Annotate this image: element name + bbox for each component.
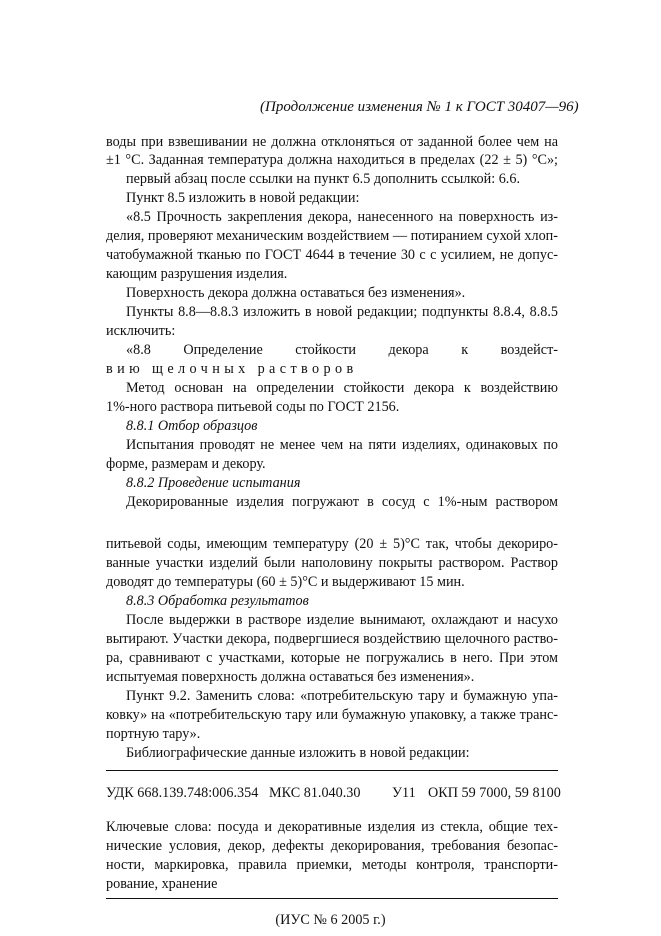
body-line: «8.5 Прочность закрепления декора, нанесенного на поверхность из- [126,209,558,225]
body-line: Пункты 8.8—8.8.3 изложить в новой редакции; подпункты 8.8.4, 8.8.5 [126,304,558,320]
divider-bottom [106,898,558,899]
body-line: вытирают. Участки декора, подвергшиеся воздействию щелочного раство- [106,631,558,647]
subsection-heading: 8.8.3 Обработка результатов [126,593,309,609]
body-line: После выдержки в растворе изделие вынимают, охлаждают и насухо [126,612,558,628]
body-line: форме, размерам и декору. [106,456,266,472]
page-header: (Продолжение изменения № 1 к ГОСТ 30407—96) [260,99,579,115]
page-footer: (ИУС № 6 2005 г.) [275,912,386,928]
body-line: Поверхность декора должна оставаться без изменения». [126,285,466,301]
body-line: исключить: [106,323,176,339]
divider-top [106,770,558,771]
section-heading-line: «8.8 Определение стойкости декора к воздейст- [126,342,558,358]
keywords-line: нические условия, декор, дефекты декорирования, требования безопас- [106,838,558,854]
mks-code: МКС 81.040.30 [269,785,361,801]
udk-row [106,785,561,805]
body-line: Испытания проводят не менее чем на пяти изделиях, одинаковых по [126,437,558,453]
body-line: кающим разрушения изделия. [106,266,288,282]
subsection-heading: 8.8.2 Проведение испытания [126,475,301,491]
body-line: ±1 °С. Заданная температура должна находиться в пределах (22 ± 5) °С»; [106,152,558,168]
body-line: воды при взвешивании не должна отклоняться от заданной более чем на [106,134,558,150]
udk-code: УДК 668.139.748:006.354 [106,785,259,801]
body-line: портную тару». [106,726,201,742]
body-line: первый абзац после ссылки на пункт 6.5 дополнить ссылкой: 6.6. [126,171,520,187]
body-line: ванные участки изделий были наполовину покрыты раствором. Раствор [106,555,558,571]
keywords-line: ности, маркировка, правила приемки, методы контроля, транспорти- [106,857,558,873]
body-line: 1%-ного раствора питьевой соды по ГОСТ 2156. [106,399,400,415]
okp-code: ОКП 59 7000, 59 8100 [428,785,561,801]
body-line: Пункт 8.5 изложить в новой редакции: [126,190,360,206]
body-line: ра, сравнивают с участками, которые не погружались в него. При этом [106,650,558,666]
subsection-heading: 8.8.1 Отбор образцов [126,418,258,434]
body-line: испытуемая поверхность должна оставаться без изменения». [106,669,475,685]
body-line: делия, проверяют механическим воздействием — потиранием сухой хлоп- [106,228,558,244]
keywords-line: Ключевые слова: посуда и декоративные изделия из стекла, общие тех- [106,819,558,835]
body-line: Пункт 9.2. Заменить слова: «потребительскую тару и бумажную упа- [126,688,558,704]
body-line: питьевой соды, имеющим температуру (20 ± 5)°С так, чтобы декориро- [106,536,558,552]
section-heading-line: вию щелочных растворов [106,361,358,377]
u-code: У11 [392,785,416,801]
body-line: чатобумажной тканью по ГОСТ 4644 в течение 30 с с усилием, не допус- [106,247,558,263]
body-line: Библиографические данные изложить в новой редакции: [126,745,470,761]
keywords-line: рование, хранение [106,876,218,892]
body-line: Метод основан на определении стойкости декора к воздействию [126,380,558,396]
body-line: ковку» на «потребительскую тару или бумажную упаковку, а также транс- [106,707,558,723]
body-line: доводят до температуры (60 ± 5)°С и выдерживают 15 мин. [106,574,465,590]
body-line: Декорированные изделия погружают в сосуд с 1%-ным раствором [126,494,558,510]
